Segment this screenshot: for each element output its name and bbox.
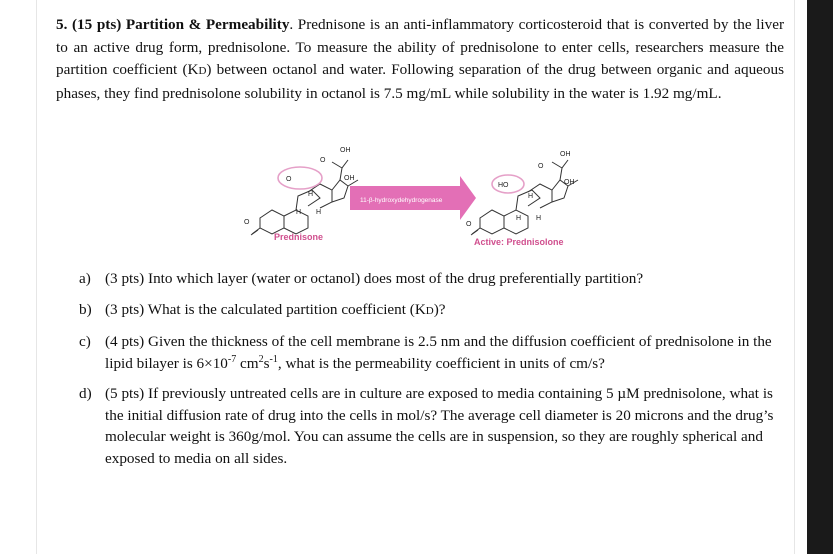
question-c-sup-1: -7: [227, 353, 237, 365]
question-a-label: a): [79, 270, 91, 287]
question-c-text-4: , what is the permeability coefficient in units of cm/s?: [277, 354, 605, 372]
prednisone-structure: [251, 160, 358, 235]
ho-right: HO: [498, 182, 509, 189]
question-a-text: (3 pts) Into which layer (water or octanol) does most of the drug preferentially partition?: [105, 270, 644, 287]
o-left: O: [286, 176, 292, 183]
question-b: [79, 299, 779, 323]
prednisone-label: Prednisone: [274, 232, 324, 242]
question-d-text: (5 pts) If previously untreated cells are in culture are exposed to media containing 5 µM prednisolone, what is the initial diffusion rate of drug into the cells in mol/s? The average cell diameter is 20 microns and the drug’s molecular weight is 360g/mol. You can assume the cells are in suspension, so they are roughly spherical and exposed to media on all sides.: [105, 385, 774, 467]
problem-intro-2: ) between octanol and water. Following separation of the drug between organic and aqueous phases, they find prednisolone solubility in octanol is 7.5 mg/mL while solubility in the water is 1.92 mg/mL.: [56, 61, 784, 102]
question-c-label: c): [79, 333, 91, 350]
h-left-3: H: [308, 191, 314, 198]
h-left-1: H: [296, 209, 302, 216]
question-d-label: d): [79, 385, 92, 402]
question-c-sup-3: -1: [269, 353, 278, 365]
question-b-text-2: )?: [433, 300, 446, 318]
o-bottom-right: O: [466, 221, 472, 228]
o-bottom-left: O: [244, 219, 250, 226]
problem-title: 5. (15 pts) Partition & Permeability: [56, 16, 290, 33]
window-edge: [807, 0, 833, 554]
h-left-2: H: [316, 209, 322, 216]
question-c-text-2: cm: [236, 354, 259, 372]
prednisolone-structure: [471, 160, 578, 235]
question-c-text-1: (4 pts) Given the thickness of the cell membrane is 2.5 nm and the diffusion coefficient of prednisolone in the lipid bilayer is 6×10: [105, 333, 772, 372]
highlight-ketone: [278, 167, 322, 189]
oh-side-left: OH: [344, 175, 355, 182]
question-c-sup-2: 2: [258, 353, 264, 365]
question-d: [79, 383, 779, 469]
problem-statement: [56, 14, 784, 105]
h-right-1: H: [516, 215, 522, 222]
h-right-2: H: [536, 215, 542, 222]
h-right-3: H: [528, 193, 534, 200]
kd-subscript: D: [198, 65, 207, 77]
o-top-right: O: [538, 163, 544, 170]
prednisolone-label: Active: Prednisolone: [474, 237, 564, 247]
oh-side-right: OH: [564, 179, 575, 186]
oh-top-left: OH: [340, 147, 351, 154]
question-b-sub: D: [425, 304, 434, 317]
oh-top-right: OH: [560, 151, 571, 158]
reaction-figure: [240, 140, 600, 255]
problem-intro-1: . Prednisone is an anti-inflammatory corticosteroid that is converted by the liver to an active drug form, prednisolone. To measure the ability of prednisolone to enter cells, researchers measure the partition coefficient (K: [56, 16, 785, 78]
arrow-label: 11-β-hydroxydehydrogenase: [360, 197, 443, 204]
question-a: [79, 268, 779, 290]
o-top-left: O: [320, 157, 326, 164]
question-b-text-1: (3 pts) What is the calculated partition coefficient (K: [105, 300, 426, 318]
question-list: [79, 268, 779, 478]
question-b-label: b): [79, 300, 92, 318]
question-c: [79, 331, 779, 374]
question-c-text-3: s: [263, 354, 270, 372]
